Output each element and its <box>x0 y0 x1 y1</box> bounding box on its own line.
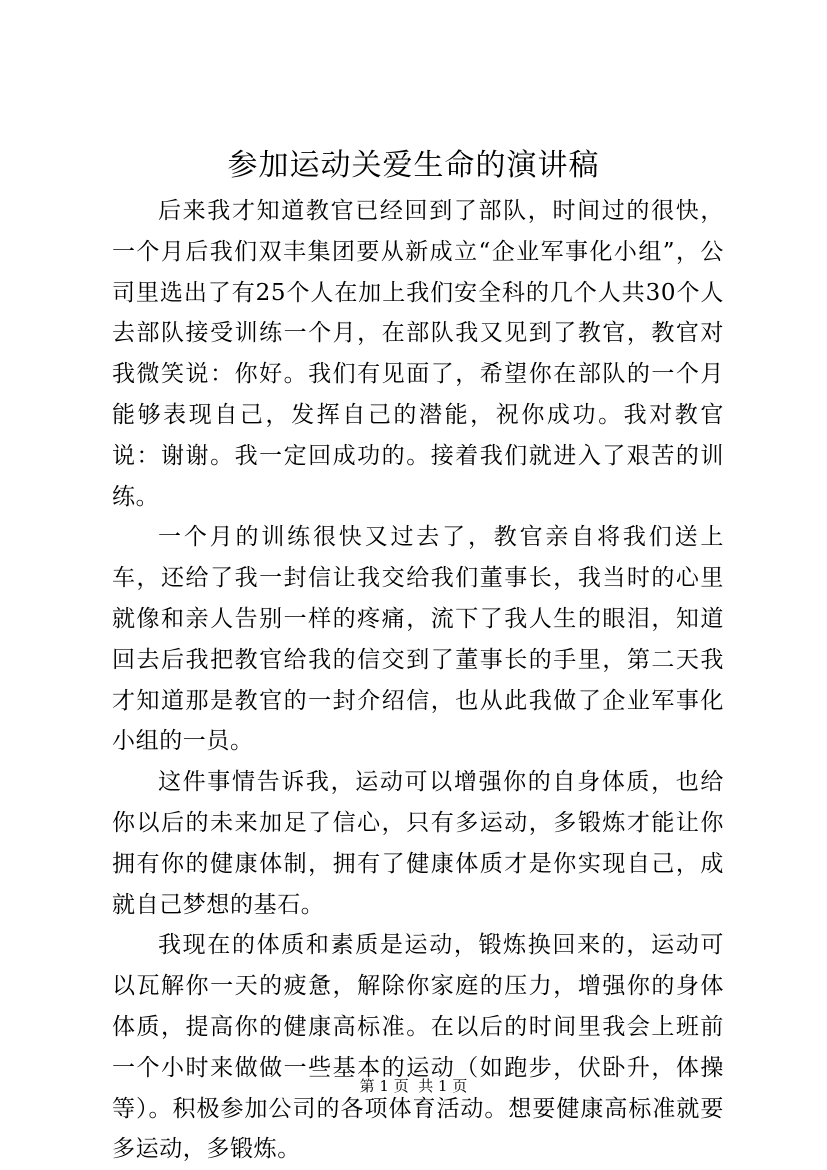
paragraph-3: 这件事情告诉我，运动可以增强你的自身体质，也给你以后的未来加足了信心，只有多运动，多锻炼才能让你拥有你的健康体制，拥有了健康体质才是你实现自己，成就自己梦想的基石。 <box>112 769 724 918</box>
page-title: 参加运动关爱生命的演讲稿 <box>227 148 600 183</box>
paragraph-1: 后来我才知道教官已经回到了部队，时间过的很快，一个月后我们双丰集团要从新成立“企业军事化小组”，公司里选出了有25个人在加上我们安全科的几个人共30个人去部队接受训练一个月，在部队我又见到了教官，教官对我微笑说：你好。我们有见面了，希望你在部队的一个月能够表现自己，发挥自己的潜能，祝你成功。我对教官说：谢谢。我一定回成功的。接着我们就进入了艰苦的训练。 <box>112 198 724 510</box>
document-body <box>112 191 724 1170</box>
paragraph-2: 一个月的训练很快又过去了，教官亲自将我们送上车，还给了我一封信让我交给我们董事长，我当时的心里就像和亲人告别一样的疼痛，流下了我人生的眼泪，知道回去后我把教官给我的信交到了董事长的手里，第二天我才知道那是教官的一封介绍信，也从此我做了企业军事化小组的一员。 <box>112 524 724 755</box>
page-footer: 第 1 页 共 1 页 <box>359 1077 468 1095</box>
paragraph-4: 我现在的体质和素质是运动，锻炼换回来的，运动可以瓦解你一天的疲惫，解除你家庭的压力，增强你的身体体质，提高你的健康高标准。在以后的时间里我会上班前一个小时来做做一些基本的运动（如跑步，伏卧升，体操等）。积极参加公司的各项体育活动。想要健康高标准就要多运动，多锻炼。 <box>112 932 724 1163</box>
